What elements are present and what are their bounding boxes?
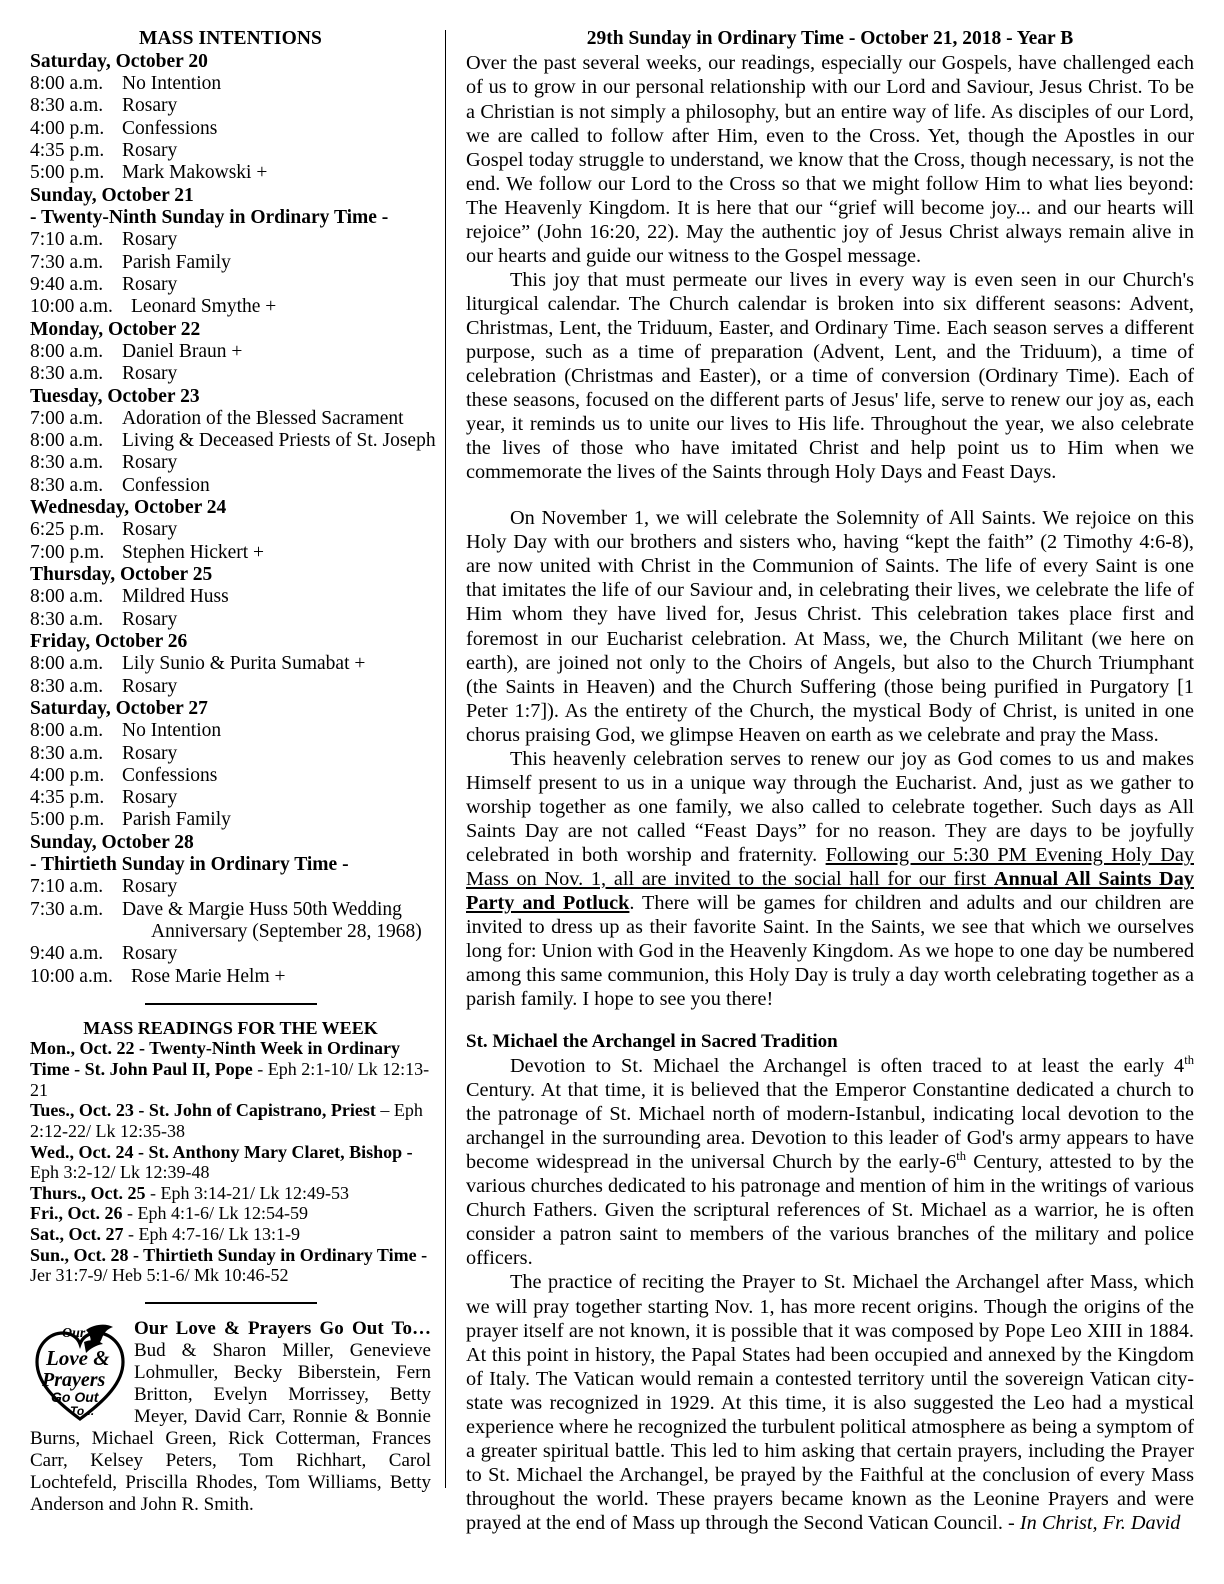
mass-reading-citation: - Eph 3:14-21/ Lk 12:49-53 — [145, 1182, 349, 1203]
mass-intention-row — [30, 363, 431, 385]
mass-time: 8:00 a.m. — [30, 73, 104, 95]
mass-intention-row — [30, 408, 431, 430]
mass-intention-text: Rosary — [122, 675, 178, 697]
mass-day-heading: Sunday, October 28 — [30, 831, 194, 853]
mass-intention-row — [30, 229, 431, 251]
paragraph-5-part-a: Devotion to St. Michael the Archangel is often traced to at least the early 4 — [510, 1055, 1185, 1078]
mass-reading-label: Mon., Oct. 22 - Twenty-Ninth Week in Ordinary Time - St. John Paul II, Pope — [30, 1038, 401, 1080]
mass-reading-label: Wed., Oct. 24 - St. Anthony Mary Claret, Bishop - — [30, 1141, 413, 1162]
mass-time: 8:30 a.m. — [30, 95, 104, 117]
left-column — [30, 28, 445, 1516]
mass-intention-row — [30, 430, 436, 452]
article-paragraph-6 — [466, 1270, 1194, 1535]
mass-intention-row — [30, 899, 431, 921]
mass-reading-label: Tues., Oct. 23 - St. John of Capistrano, Priest — [30, 1100, 376, 1121]
mass-intention-row — [30, 676, 431, 698]
mass-time: 8:00 a.m. — [30, 430, 104, 452]
mass-reading-citation: – Eph 2:12-22/ Lk 12:35-38 — [30, 1100, 423, 1141]
mass-readings-list — [30, 1038, 431, 1285]
mass-time: 8:00 a.m. — [30, 653, 104, 675]
mass-reading-label: Sat., Oct. 27 — [30, 1223, 124, 1244]
mass-intention-text: Confessions — [122, 764, 218, 786]
paragraph-4-underlined-notice: Following our 5:30 PM Evening Holy Day Mass on Nov. 1, all are invited to the social hall for our first — [466, 843, 1194, 890]
paragraph-4-tail: . There will be games for children and adults and our children are invited to dress up as their favorite Saint. In the Saints, we see that which we ourselves long for: Union with God in the Heavenly Kingdom. As we hope to one day be numbered among this same communion, this Holy Day is truly a day worth celebrating together as a parish family. I hope to see you there! — [466, 892, 1194, 1011]
mass-intention-row — [30, 966, 431, 988]
mass-reading-item — [30, 1203, 431, 1224]
mass-intention-text: Rosary — [122, 876, 178, 898]
mass-readings-heading: MASS READINGS FOR THE WEEK — [83, 1017, 378, 1038]
svg-text:Prayers: Prayers — [42, 1368, 106, 1391]
mass-intention-text: Rosary — [122, 943, 178, 965]
paragraph-4-lead: This heavenly celebration serves to renew our joy as God comes to us and makes Himself present to us in a unique way through the Eucharist. And, just as we gather to worship together as one family, we also called to celebrate together. Such days as All Saints Day are not called “Feast Days” for no reason. They are days to be joyfully celebrated in both worship and fraternity. — [466, 747, 1194, 866]
mass-time: 7:10 a.m. — [30, 876, 104, 898]
mass-intention-row — [30, 475, 431, 497]
svg-text:Go Out: Go Out — [51, 1388, 99, 1405]
mass-time: 8:30 a.m. — [30, 474, 104, 496]
mass-intention-text: Parish Family — [122, 809, 231, 831]
mass-time: 7:00 p.m. — [30, 541, 105, 563]
mass-day-heading: Wednesday, October 24 — [30, 497, 227, 519]
mass-reading-item — [30, 1224, 431, 1245]
paragraph-6-body: The practice of reciting the Prayer to St. Michael the Archangel after Mass, which we will pray together starting Nov. 1, has more recent origins. Though the origins of the prayer itself are not known, it is possible that it was composed by Pope Leo XIII in 1884. At this point in history, the Papal States had been occupied and annexed by the Kingdom of Italy. The Vatican would remain a contested territory until the sovereign Vatican city-state was recognized in 1929. At this time, it is also suggested the Leo had a mystical experience where he recognized the turbulent political atmosphere as being a symptom of a greater spiritual battle. This led to him asking that certain prayers, including the Prayer to St. Michael the Archangel, be prayed by the Faithful at the conclusion of every Mass throughout the world. These prayers became known as the Leonine Prayers and were prayed at the end of Mass up through the Second Vatican Council. — [466, 1271, 1194, 1534]
mass-time: 9:40 a.m. — [30, 273, 104, 295]
mass-reading-item — [30, 1183, 431, 1204]
mass-intention-row — [30, 95, 431, 117]
paragraph-spacer-2 — [466, 1011, 1194, 1031]
mass-time: 9:40 a.m. — [30, 943, 104, 965]
love-and-prayers-logo-icon — [34, 1320, 126, 1424]
mass-intentions-list — [30, 50, 436, 988]
mass-time: 8:30 a.m. — [30, 452, 104, 474]
paragraph-5-part-b: Century. At that time, it is believed that the Emperor Constantine dedicated a church to the patronage of St. Michael north of modern-Istanbul, indicating local devotion to the archangel in the surrounding area. Devotion to this leader of God's army appears to have become widespread in the universal Church by the early-6 — [466, 1079, 1194, 1174]
mass-day-subtitle: - Twenty-Ninth Sunday in Ordinary Time - — [30, 207, 389, 229]
prayer-list-heading: Our Love & Prayers Go Out To… — [134, 1317, 431, 1339]
mass-intention-text: Stephen Hickert + — [122, 541, 265, 563]
mass-reading-label: Sun., Oct. 28 - Thirtieth Sunday in Ordinary Time - — [30, 1244, 428, 1265]
mass-time: 10:00 a.m. — [30, 296, 113, 318]
mass-reading-item — [30, 1100, 431, 1141]
ordinal-suffix-fourth: th — [1184, 1053, 1194, 1068]
mass-intention-text: Rosary — [122, 608, 178, 630]
prayer-list-names: Bud & Sharon Miller, Genevieve Lohmuller, Becky Biberstein, Fern Britton, Evelyn Morrissey, Betty Meyer, David Carr, Ronnie & Bonnie Burns, Michael Green, Rick Cotterman, Frances Carr, Kelsey Peters, Tom Richhart, Carol Lochtefeld, Priscilla Rhodes, Tom Williams, Betty Anderson and John R. Smith. — [30, 1339, 431, 1516]
mass-time: 7:10 a.m. — [30, 229, 104, 251]
article-paragraph-4 — [466, 747, 1194, 1012]
mass-intention-row — [30, 296, 431, 318]
prayer-list-block — [30, 1318, 431, 1516]
mass-intention-row — [30, 274, 431, 296]
mass-intention-row — [30, 519, 431, 541]
ordinal-suffix-sixth: th — [956, 1149, 967, 1164]
paragraph-spacer-1 — [466, 484, 1194, 506]
mass-time: 4:35 p.m. — [30, 787, 105, 809]
mass-time: 8:00 a.m. — [30, 340, 104, 362]
mass-intention-row — [30, 73, 431, 95]
mass-intention-text: Rose Marie Helm + — [131, 965, 286, 987]
mass-intention-text: Rosary — [122, 95, 178, 117]
mass-intention-text: Rosary — [122, 229, 178, 251]
mass-reading-label: Thurs., Oct. 25 — [30, 1182, 146, 1203]
article-paragraph-3: On November 1, we will celebrate the Solemnity of All Saints. We rejoice on this Holy Day with our brothers and sisters who, having “kept the faith” (2 Timothy 4:6-8), are now united with Christ in the Communion of Saints. The life of every Saint is one that imitates the life of our Saviour and, in celebrating their lives, we celebrate the life of Him whom they have lived for, Jesus Christ. This celebration takes place first and foremost in our Eucharist celebration. At Mass, we, the Church Militant (we here on earth), are joined not only to the Choirs of Angels, but also to the Church Triumphant (the Saints in Heaven) and the Church Suffering (those being purified in Purgatory [1 Peter 1:7]). As the entirety of the Church, the mystical Body of Christ, is united in one chorus praising God, we glimpse Heaven on earth as we celebrate and pray the Mass. — [466, 507, 1194, 746]
divider-rule-2 — [145, 1302, 317, 1304]
mass-reading-citation: - Eph 4:7-16/ Lk 13:1-9 — [123, 1223, 300, 1244]
mass-intention-row — [30, 809, 431, 831]
mass-day-heading: Friday, October 26 — [30, 630, 188, 652]
mass-intention-row — [30, 162, 431, 184]
mass-time: 8:30 a.m. — [30, 363, 104, 385]
mass-intention-row — [30, 743, 431, 765]
mass-time: 6:25 p.m. — [30, 519, 105, 541]
mass-intention-text: Rosary — [122, 140, 178, 162]
mass-time: 7:30 a.m. — [30, 898, 104, 920]
svg-text:To...: To... — [70, 1403, 95, 1418]
mass-intention-text: Adoration of the Blessed Sacrament — [122, 407, 404, 429]
mass-intention-text: Rosary — [122, 273, 178, 295]
mass-intention-row — [30, 720, 431, 742]
mass-day-heading: Tuesday, October 23 — [30, 385, 200, 407]
mass-reading-citation: - Eph 2:1-10/ Lk 12:13-21 — [30, 1059, 430, 1100]
mass-reading-citation: Jer 31:7-9/ Heb 5:1-6/ Mk 10:46-52 — [30, 1265, 289, 1286]
mass-intention-text: Dave & Margie Huss 50th Wedding — [122, 898, 402, 920]
mass-intention-text: Rosary — [122, 519, 178, 541]
article-paragraph-5 — [466, 1054, 1194, 1270]
svg-text:Love &: Love & — [46, 1345, 110, 1370]
mass-time: 5:00 p.m. — [30, 809, 105, 831]
mass-reading-item — [30, 1142, 431, 1183]
article-paragraph-1: Over the past several weeks, our readings, especially our Gospels, have challenged each of us to grow in our personal relationship with our Lord and Saviour, Jesus Christ. To be a Christian is not simply a philosophy, but an entire way of life. As disciples of our Lord, we are called to follow after Him, even to the Cross. Yet, though the Apostles in our Gospel today struggle to understand, we know that the Cross, though necessary, is not the end. We follow our Lord to the Cross so that we might follow Him to what lies beyond: The Heavenly Kingdom. It is here that our “grief will become joy... and our hearts will rejoice” (John 16:20, 22). May the authentic joy of Jesus Christ always remain alive in our hearts and guide our witness to the Gospel message. — [466, 52, 1194, 267]
mass-intention-text: No Intention — [122, 720, 222, 742]
mass-intention-row — [30, 252, 431, 274]
mass-intention-row — [30, 653, 431, 675]
mass-intention-row — [30, 586, 431, 608]
mass-time: 10:00 a.m. — [30, 965, 113, 987]
mass-intention-text: Living & Deceased Priests of St. Joseph — [122, 430, 436, 452]
mass-day-subtitle: - Thirtieth Sunday in Ordinary Time - — [30, 854, 349, 876]
mass-intention-text: Rosary — [122, 742, 178, 764]
mass-intention-row — [30, 609, 431, 631]
mass-day-heading: Monday, October 22 — [30, 318, 201, 340]
mass-day-heading: Sunday, October 21 — [30, 184, 194, 206]
mass-time: 8:30 a.m. — [30, 742, 104, 764]
mass-reading-label: Fri., Oct. 26 — [30, 1203, 123, 1224]
mass-intention-row — [30, 140, 431, 162]
mass-intention-row — [30, 542, 431, 564]
svg-text:Our: Our — [62, 1325, 86, 1341]
mass-day-heading: Saturday, October 27 — [30, 697, 208, 719]
mass-day-heading: Thursday, October 25 — [30, 564, 213, 586]
mass-intention-text: Mildred Huss — [122, 586, 229, 608]
mass-time: 7:00 a.m. — [30, 407, 104, 429]
divider-rule-1 — [145, 1003, 317, 1005]
mass-time: 8:30 a.m. — [30, 608, 104, 630]
mass-intention-continuation: Anniversary (September 28, 1968) — [151, 921, 422, 943]
mass-intention-text: Rosary — [122, 452, 178, 474]
mass-intention-text: Rosary — [122, 787, 178, 809]
mass-time: 8:30 a.m. — [30, 675, 104, 697]
mass-time: 4:35 p.m. — [30, 140, 105, 162]
mass-intention-row — [30, 118, 431, 140]
paragraph-4-event-name: Annual All Saints Day Party and Potluck — [466, 867, 1194, 915]
mass-intention-text: Daniel Braun + — [122, 340, 243, 362]
mass-time: 4:00 p.m. — [30, 117, 105, 139]
mass-intention-text: Lily Sunio & Purita Sumabat + — [122, 653, 366, 675]
mass-intention-text: No Intention — [122, 73, 222, 95]
mass-intention-text: Confession — [122, 474, 210, 496]
mass-time: 7:30 a.m. — [30, 251, 104, 273]
mass-time: 8:00 a.m. — [30, 586, 104, 608]
article-signature: - In Christ, Fr. David — [1008, 1511, 1181, 1534]
mass-intention-text: Parish Family — [122, 251, 231, 273]
mass-reading-item — [30, 1038, 431, 1100]
article-title: 29th Sunday in Ordinary Time - October 21, 2018 - Year B — [586, 28, 1074, 49]
mass-intention-row — [30, 765, 431, 787]
mass-reading-citation: - Eph 4:1-6/ Lk 12:54-59 — [122, 1203, 308, 1224]
mass-intention-row — [30, 787, 431, 809]
mass-day-heading: Saturday, October 20 — [30, 50, 208, 72]
mass-intention-text: Leonard Smythe + — [131, 296, 277, 318]
mass-reading-item — [30, 1245, 431, 1286]
article-paragraph-2: This joy that must permeate our lives in every way is even seen in our Church's liturgical calendar. The Church calendar is broken into six different seasons: Advent, Christmas, Lent, the Triduum, Easter, and Ordinary Time. Each season serves a different purpose, such as a time of preparation (Advent, Lent, and the Triduum), a time of celebration (Christmas and Easter), or a time of conversion (Ordinary Time). Each of these seasons, focused on the different parts of Jesus' life, serve to renew our joy as, each year, it reminds us to unite our lives to His life. Throughout the year, we also celebrate the lives of those who have imitated Christ and help point us to Him when we commemorate the lives of the Saints through Holy Days and Feast Days. — [466, 268, 1194, 484]
mass-reading-citation: Eph 3:2-12/ Lk 12:39-48 — [30, 1162, 210, 1183]
mass-time: 4:00 p.m. — [30, 764, 105, 786]
paragraph-5-part-c: Century, attested to by the various churches dedicated to his patronage and mention of him in the writings of various Church Fathers. Given the scriptural references of St. Michael as a warrior, he is often consider a patron saint to members of the various branches of the military and police officers. — [466, 1151, 1194, 1270]
mass-intention-row — [30, 341, 431, 363]
mass-intention-row — [30, 876, 431, 898]
mass-intention-text: Mark Makowski + — [122, 162, 268, 184]
mass-intention-row — [30, 452, 431, 474]
mass-intention-text: Confessions — [122, 117, 218, 139]
mass-time: 5:00 p.m. — [30, 162, 105, 184]
mass-intention-row — [30, 943, 431, 965]
mass-intentions-heading: MASS INTENTIONS — [138, 28, 322, 49]
section-heading-st-michael: St. Michael the Archangel in Sacred Tradition — [466, 1031, 838, 1053]
mass-intention-text: Rosary — [122, 363, 178, 385]
mass-time: 8:00 a.m. — [30, 720, 104, 742]
right-column — [446, 28, 1194, 1535]
